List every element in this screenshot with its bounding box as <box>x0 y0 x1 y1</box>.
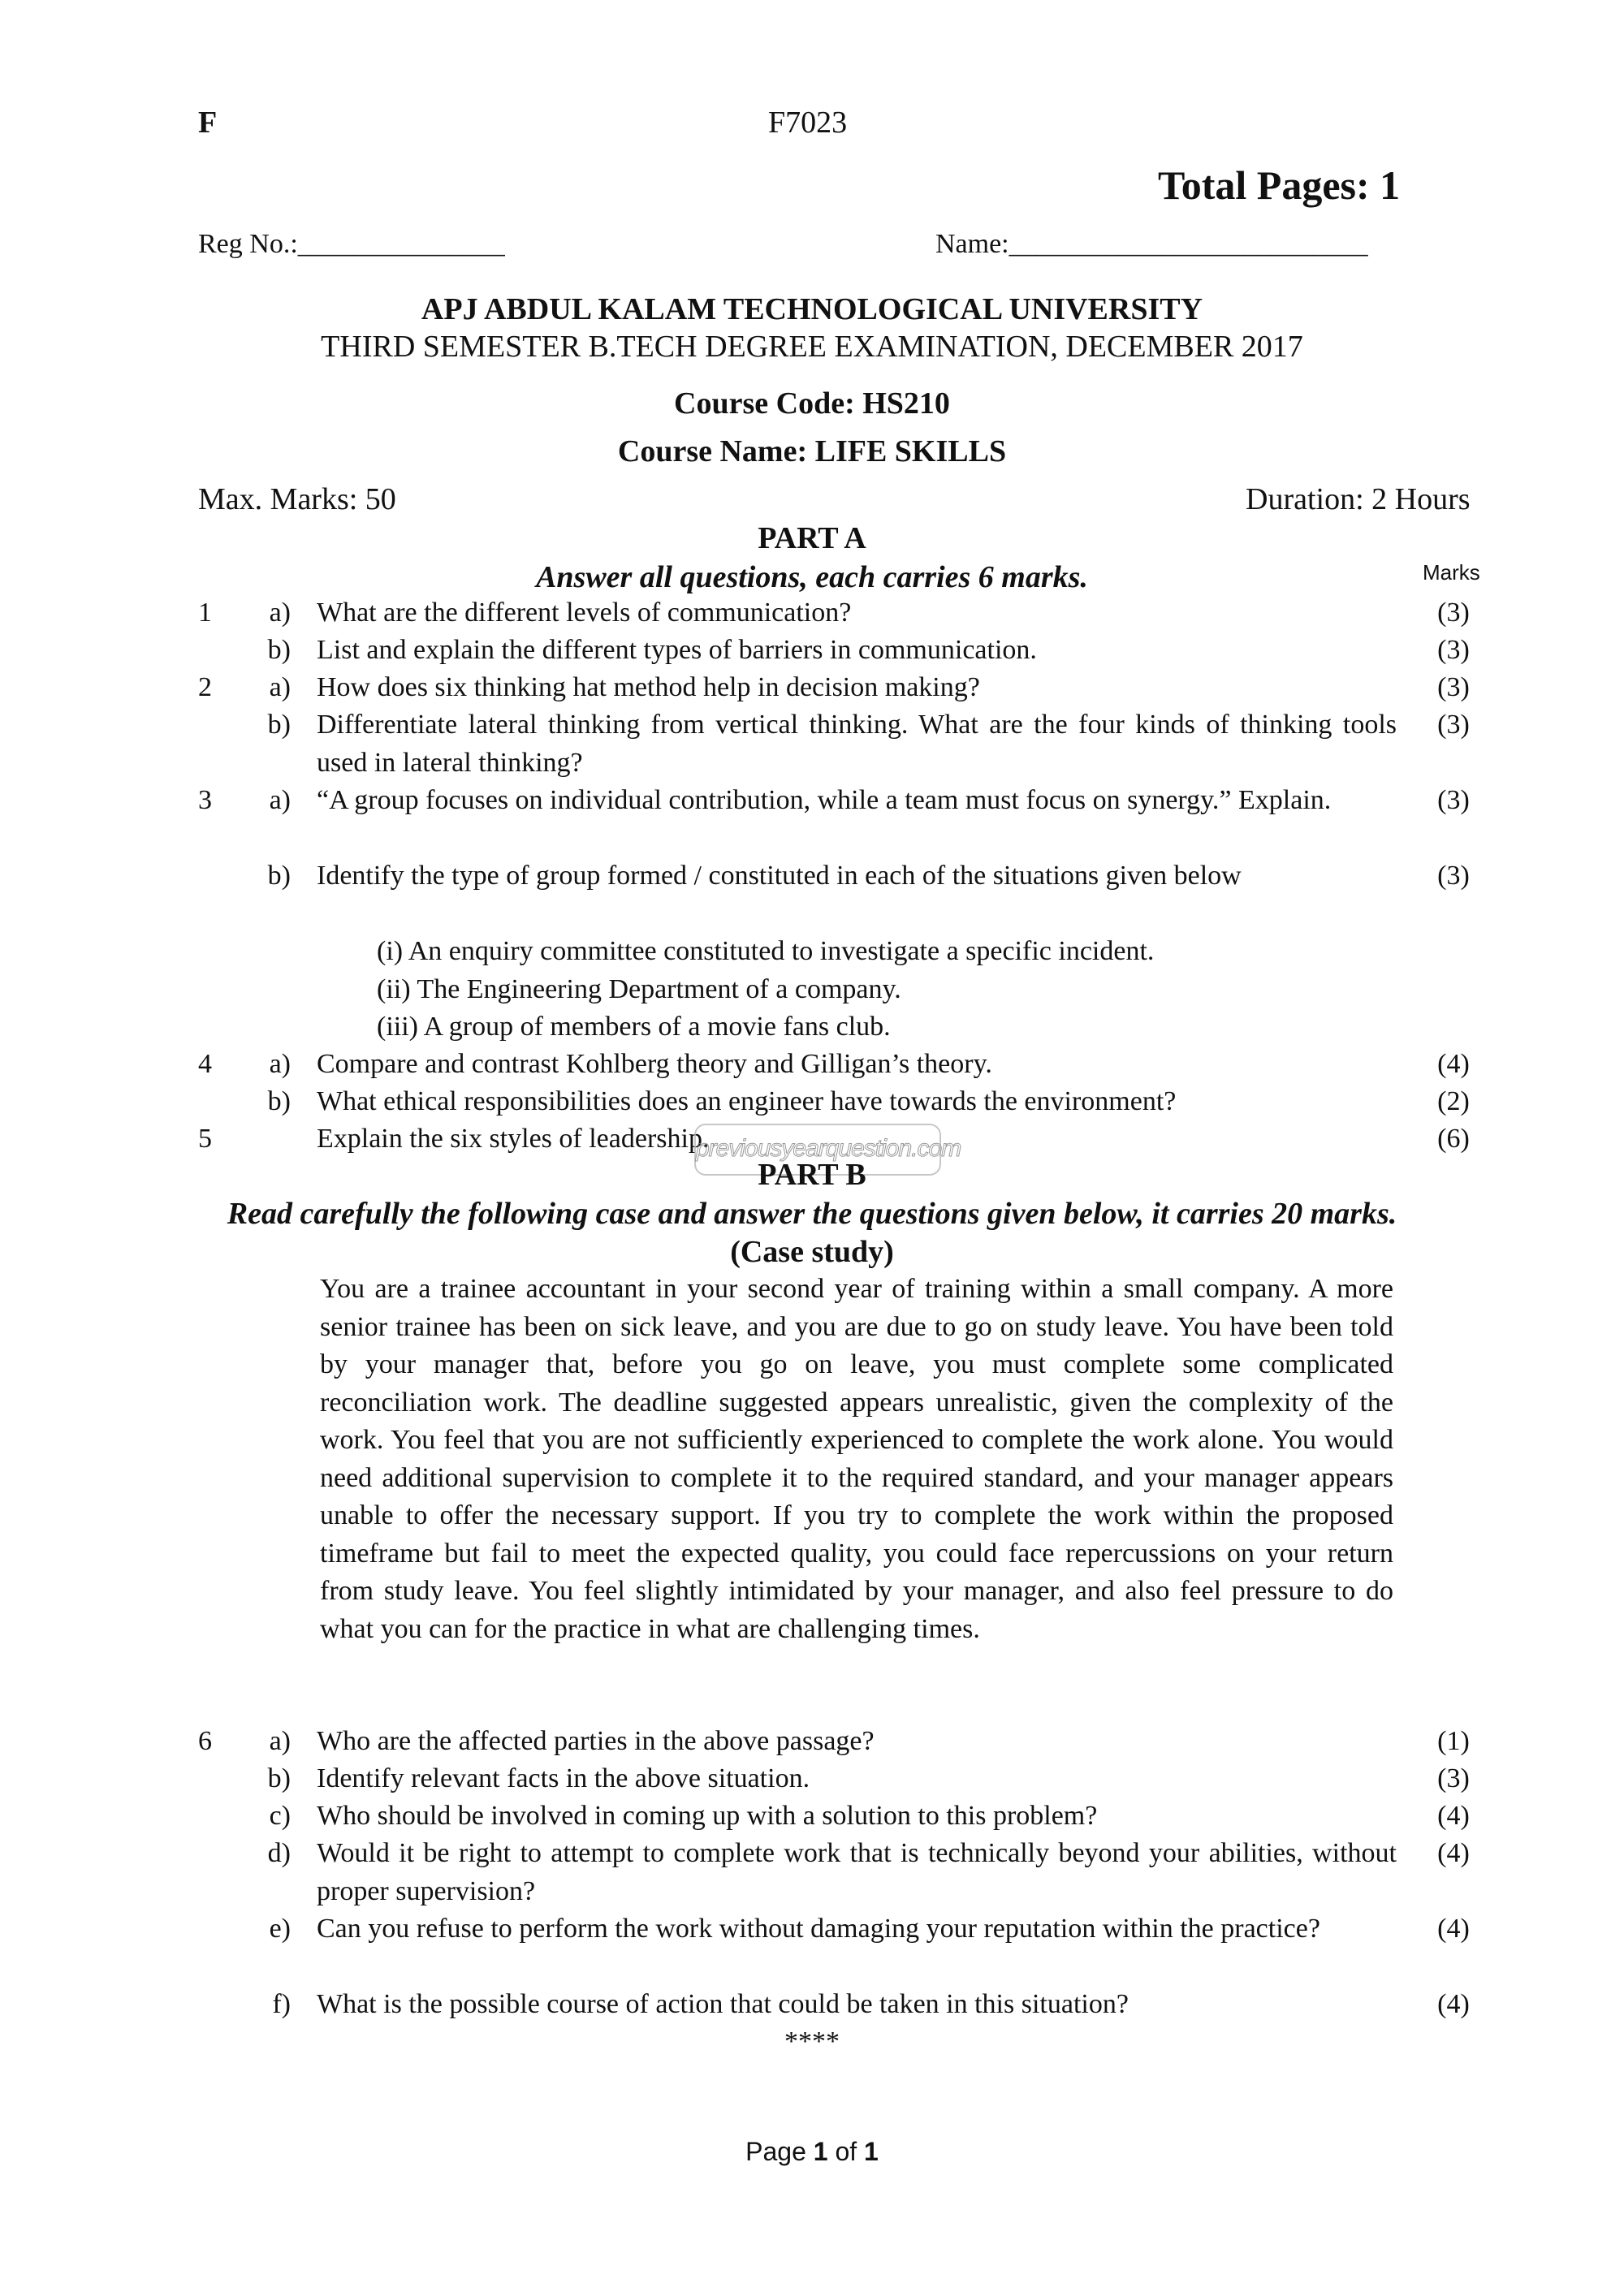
question-sub: a) <box>269 785 291 815</box>
question-sub: a) <box>269 672 291 702</box>
question-sub: a) <box>269 1726 291 1756</box>
question-sub: c) <box>269 1801 291 1831</box>
page-current: 1 <box>813 2137 828 2166</box>
question-marks: (3) <box>1437 672 1470 702</box>
duration: Duration: 2 Hours <box>1246 482 1471 516</box>
question-marks: (4) <box>1437 1801 1470 1831</box>
part-a-instruction: Answer all questions, each carries 6 marks. <box>536 560 1088 594</box>
question-text: Compare and contrast Kohlberg theory and Gilligan’s theory. <box>317 1049 992 1079</box>
question-marks: (3) <box>1437 861 1470 891</box>
university-name: APJ ABDUL KALAM TECHNOLOGICAL UNIVERSITY <box>421 292 1203 326</box>
question-number: 6 <box>198 1726 212 1756</box>
list-item: (iii) A group of members of a movie fans club. <box>377 1012 891 1042</box>
question-sub: b) <box>267 710 291 740</box>
question-number: 3 <box>198 785 212 815</box>
exam-title: THIRD SEMESTER B.TECH DEGREE EXAMINATION, DECEMBER 2017 <box>321 330 1303 364</box>
course-code: Course Code: HS210 <box>674 386 950 421</box>
question-text: Who are the affected parties in the above passage? <box>317 1726 875 1756</box>
list-item: (i) An enquiry committee constituted to investigate a specific incident. <box>377 936 1155 966</box>
question-sub: d) <box>267 1838 291 1868</box>
question-sub: e) <box>269 1914 291 1944</box>
case-study-heading: (Case study) <box>730 1235 894 1269</box>
question-sub: a) <box>269 598 291 628</box>
question-number: 4 <box>198 1049 212 1079</box>
question-text: Who should be involved in coming up with a solution to this problem? <box>317 1801 1098 1831</box>
course-name: Course Name: LIFE SKILLS <box>617 434 1007 468</box>
max-marks: Max. Marks: 50 <box>198 482 396 516</box>
question-text: List and explain the different types of barriers in communication. <box>317 635 1037 665</box>
question-marks: (3) <box>1437 710 1470 740</box>
part-a-heading: PART A <box>758 521 866 555</box>
question-marks: (6) <box>1437 1124 1470 1154</box>
series-letter: F <box>198 106 218 140</box>
question-marks: (4) <box>1437 1914 1470 1944</box>
question-text: “A group focuses on individual contribution, while a team must focus on synergy.” Explain. <box>317 785 1332 815</box>
question-marks: (3) <box>1437 785 1470 815</box>
question-marks: (4) <box>1437 1049 1470 1079</box>
question-text: Explain the six styles of leadership. <box>317 1124 710 1154</box>
question-marks: (3) <box>1437 635 1470 665</box>
question-text: Differentiate lateral thinking from vertical thinking. What are the four kinds of thinking tools used in lateral thinking? <box>317 710 1397 778</box>
part-b-heading: PART B <box>758 1158 866 1192</box>
question-sub: b) <box>267 861 291 891</box>
question-text: What are the different levels of communication? <box>317 598 852 628</box>
question-sub: b) <box>267 1763 291 1793</box>
paper-code: F7023 <box>768 106 848 140</box>
situation-list <box>377 933 1154 1047</box>
reg-no-field: Reg No.:_______________ <box>198 229 505 259</box>
list-item: (ii) The Engineering Department of a company. <box>377 973 901 1004</box>
name-field: Name:__________________________ <box>935 229 1368 259</box>
question-text: What ethical responsibilities does an engineer have towards the environment? <box>317 1086 1177 1116</box>
page-total: 1 <box>864 2137 879 2166</box>
question-marks: (3) <box>1437 1763 1470 1793</box>
question-marks: (2) <box>1437 1086 1470 1116</box>
page-prefix: Page <box>745 2137 806 2166</box>
question-sub: b) <box>267 1086 291 1116</box>
question-number: 1 <box>198 598 212 628</box>
end-mark: **** <box>784 2026 840 2056</box>
question-sub: f) <box>272 1989 291 2019</box>
question-number: 2 <box>198 672 212 702</box>
question-text: Identify the type of group formed / constituted in each of the situations given below <box>317 861 1242 891</box>
total-pages: Total Pages: 1 <box>1158 162 1401 208</box>
page-footer <box>0 2135 1624 2168</box>
marks-column-label: Marks <box>1423 560 1480 585</box>
question-text: Would it be right to attempt to complete work that is technically beyond your abilities, without proper supervision? <box>317 1838 1397 1906</box>
question-sub: b) <box>267 635 291 665</box>
watermark-logo: previousyearquestion.com <box>694 1124 941 1176</box>
question-number: 5 <box>198 1124 212 1154</box>
question-text: Can you refuse to perform the work without damaging your reputation within the practice? <box>317 1914 1320 1944</box>
question-sub: a) <box>269 1049 291 1079</box>
question-text: How does six thinking hat method help in decision making? <box>317 672 980 702</box>
page-of: of <box>835 2137 857 2166</box>
question-marks: (1) <box>1437 1726 1470 1756</box>
question-text: What is the possible course of action that could be taken in this situation? <box>317 1989 1129 2019</box>
part-b-instruction: Read carefully the following case and answer the questions given below, it carries 20 marks. <box>227 1197 1397 1231</box>
case-study-text: You are a trainee accountant in your second year of training within a small company. A more senior trainee has been on sick leave, and you are due to go on study leave. You have been told by your manager that, before you go on leave, you must complete some complicated reconciliation work. The deadline suggested appears unrealistic, given the complexity of the work. You feel that you are not sufficiently experienced to complete the work alone. You would need additional supervision to complete it to the required standard, and your manager appears unable to offer the necessary support. If you try to complete the work within the proposed timeframe but fail to meet the expected quality, you could face repercussions on your return from study leave. You feel slightly intimidated by your manager, and also feel pressure to do what you can for the practice in what are challenging times. <box>320 1274 1393 1644</box>
question-text: Identify relevant facts in the above situation. <box>317 1763 810 1793</box>
question-marks: (4) <box>1437 1838 1470 1868</box>
question-marks: (3) <box>1437 598 1470 628</box>
question-marks: (4) <box>1437 1989 1470 2019</box>
